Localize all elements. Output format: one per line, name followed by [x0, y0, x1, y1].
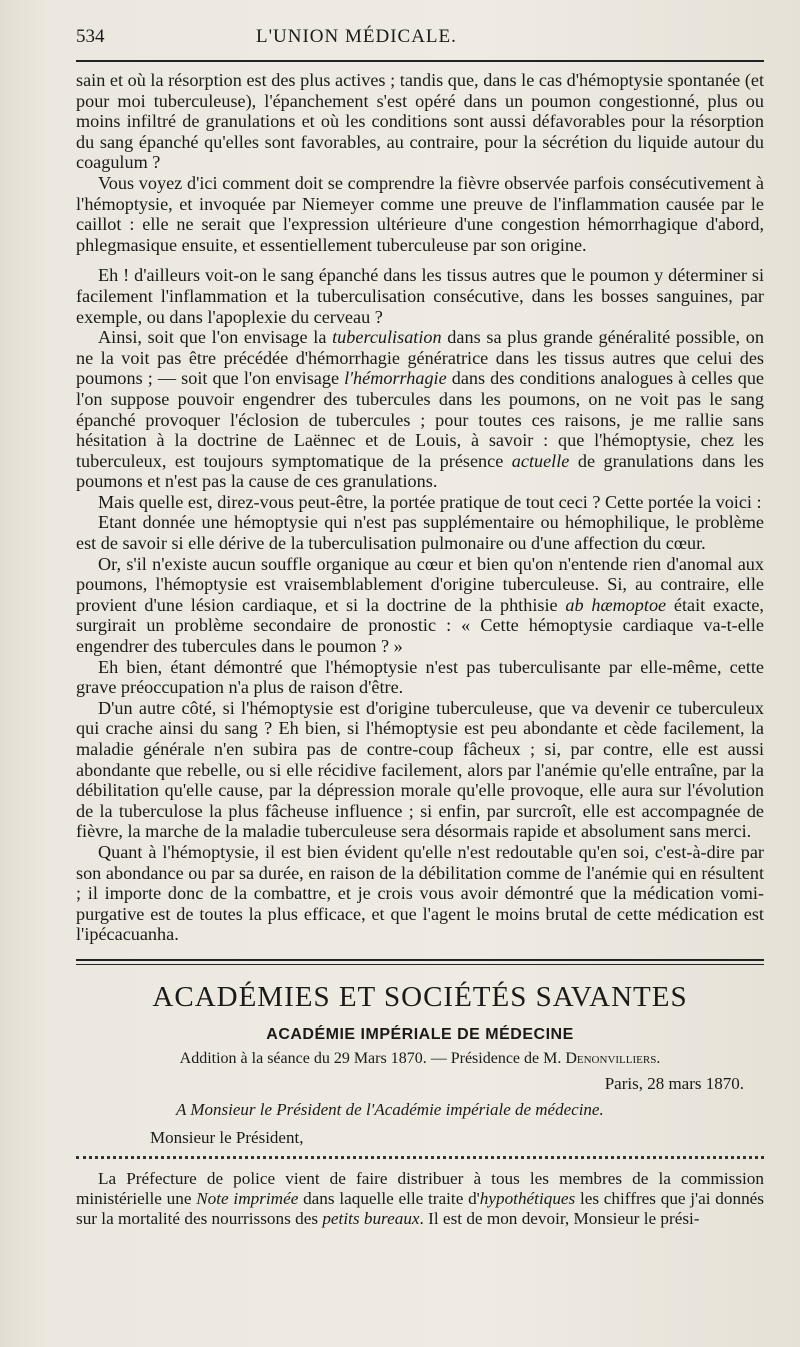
letter-salutation: Monsieur le Président,: [150, 1127, 304, 1147]
text-run: dans sa plus grande généralité possible, on ne la voit pas être précédée d'hémorrhagie génératrice dans les tissus autres que celui des poumons ; — soit que l'on envisage: [76, 327, 764, 389]
article-paragraph-8: [76, 657, 764, 698]
text-run: Etant donnée une hémoptysie qui n'est pas supplémentaire ou hémophilique, le problème est de savoir si elle dérive de la tuberculisation pulmonaire ou d'une affection du cœur.: [76, 512, 764, 554]
text-run: . Il est de mon devoir, Monsieur le prési-: [419, 1208, 700, 1228]
article-paragraph-2: [76, 173, 764, 255]
page-number: 534: [76, 26, 105, 47]
italic-term: hypothétiques: [479, 1188, 576, 1208]
article-paragraph-3: [76, 265, 764, 327]
dotted-separator: [76, 1156, 764, 1159]
text-run: Eh ! d'ailleurs voit-on le sang épanché dans les tissus autres que le poumon y déterminer si facilement l'inflammation et la tuberculisation consécutive, dans les bosses sanguines, par exemple, ou dans l'apoplexie du cerveau ?: [76, 265, 764, 327]
letter-address: A Monsieur le Président de l'Académie impériale de médecine.: [176, 1099, 604, 1119]
italic-term: ab hæmoptoe: [565, 594, 667, 615]
text-run: Quant à l'hémoptysie, il est bien évident qu'elle n'est redoutable qu'en soi, c'est-à-dire par son abondance ou par sa durée, en raison de la débilitation comme de l'anémie qui en résultent ; il importe donc de la combattre, et je crois vous avoir démontré que la médication vomi-purgative est de toutes la plus efficace, et que l'agent le moins brutal de cette médication est l'ipécacuanha.: [76, 841, 764, 945]
article-body: [76, 70, 764, 945]
text-run: Or, s'il n'existe aucun souffle organique au cœur et bien qu'on n'entende rien d'anomal aux poumons, l'hémoptysie est vraisemblablement d'origine tuberculeuse. Si, au contraire, elle provient d'une lésion cardiaque, et si la doctrine de la phthisie: [76, 553, 764, 615]
italic-term: l'hémorrhagie: [344, 368, 447, 389]
text-run: était exacte, surgirait un problème secondaire de pronostic : « Cette hémoptysie cardiaque va-t-elle engendrer des tubercules dans le poumon ? »: [76, 594, 764, 657]
letter-body: [76, 1169, 764, 1229]
article-paragraph-1: [76, 70, 764, 173]
italic-term: petits bureaux: [322, 1208, 420, 1228]
section-divider: [76, 959, 764, 965]
subsection-title: ACADÉMIE IMPÉRIALE DE MÉDECINE: [266, 1025, 574, 1043]
letter-date: Paris, 28 mars 1870.: [604, 1073, 744, 1093]
text-run: Addition à la séance du 29 Mars 1870. — Présidence de M.: [179, 1049, 566, 1067]
text-run: sain et où la résorption est des plus actives ; tandis que, dans le cas d'hémoptysie spontanée (et pour moi tuberculeuse), l'épanchement s'est opéré dans un poumon congestionné, plus ou moins infiltré de granulations et où les conditions sont aussi défavorables pour la résorption du sang épanché qu'elles sont favorables, au contraire, pour la sécrétion du liquide autour du coagulum ?: [76, 70, 764, 173]
article-paragraph-7: [76, 554, 764, 657]
text-run: Ainsi, soit que l'on envisage la: [98, 327, 333, 348]
article-paragraph-4: [76, 327, 764, 492]
article-paragraph-10: [76, 842, 764, 945]
text-run: D'un autre côté, si l'hémoptysie est d'origine tuberculeuse, que va devenir ce tuberculeux qui crache ainsi du sang ? Eh bien, si l'hémoptysie est peu abondante et cède facilement, la maladie générale n'en subira pas de contre-coup fâcheux ; si, par contre, elle est aussi abondante que rebelle, ou si elle récidive facilement, alors par l'anémie qu'elle entraîne, par la débilitation qu'elle cause, par la dépression morale qu'elle provoque, elle aura sur l'évolution de la tuberculose la plus fâcheuse influence ; si enfin, par surcroît, elle est accompagnée de fièvre, la marche de la maladie tuberculeuse sera désormais rapide et absolument sans merci.: [76, 697, 764, 842]
running-head: [76, 26, 764, 56]
text-run: dans laquelle elle traite d': [298, 1188, 480, 1208]
section-title: ACADÉMIES ET SOCIÉTÉS SAVANTES: [152, 980, 688, 1013]
text-run: dans des conditions analogues à celles que l'on suppose pouvoir engendrer des tubercules dans les poumons, on ne voit pas le sang épanché provoquer l'éclosion de tubercules ; pour toutes ces raisons, je me rallie sans hésitation à la doctrine de Laënnec et de Louis, à savoir : que l'hémoptysie, chez les tuberculeux, est toujours symptomatique de la présence: [76, 368, 764, 471]
header-rule: [76, 60, 764, 62]
session-line: [76, 1050, 764, 1068]
journal-title: L'UNION MÉDICALE.: [256, 26, 457, 47]
text-run: les chiffres que j'ai donnés sur la mortalité des nourrissons des: [76, 1188, 764, 1228]
italic-term: Note imprimée: [196, 1188, 299, 1208]
text-run: Mais quelle est, direz-vous peut-être, la portée pratique de tout ceci ? Cette portée la voici :: [98, 491, 762, 512]
text-run: Eh bien, étant démontré que l'hémoptysie n'est pas tuberculisante par elle-même, cette grave préoccupation n'a plus de raison d'être.: [76, 656, 764, 698]
president-name: Denonvilliers: [565, 1049, 657, 1067]
text-run: .: [656, 1049, 661, 1067]
letter-paragraph: [76, 1169, 764, 1229]
text-run: de granulations dans les poumons et n'est pas la cause de ces granulations.: [76, 450, 765, 492]
article-paragraph-5: [76, 492, 764, 513]
italic-term: actuelle: [511, 450, 570, 471]
text-run: Vous voyez d'ici comment doit se comprendre la fièvre observée parfois consécutivement à l'hémoptysie, et invoquée par Niemeyer comme une preuve de l'inflammation causée par le caillot : elle ne serait que l'expression ultérieure d'une congestion hémorrhagique d'abord, phlegmasique ensuite, et essentiellement tuberculeuse par son origine.: [76, 172, 764, 255]
text-run: La Préfecture de police vient de faire distribuer à tous les membres de la commission ministérielle une: [76, 1168, 764, 1208]
article-paragraph-6: [76, 512, 764, 553]
article-paragraph-9: [76, 698, 764, 842]
italic-term: tuberculisation: [332, 327, 442, 348]
